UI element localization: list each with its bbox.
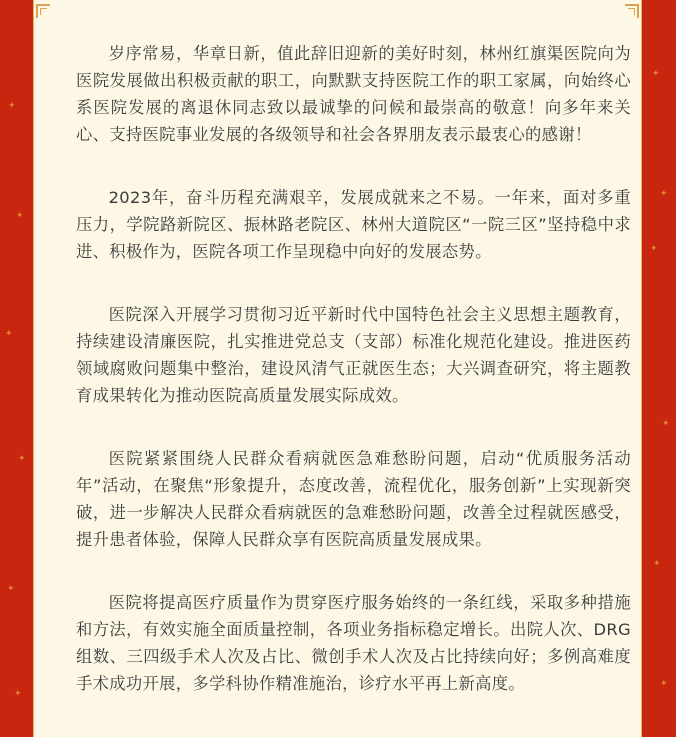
article-paper [33,0,642,737]
corner-ornament [625,4,639,18]
sparkle-decoration: ✦ [653,559,661,569]
article-paragraph: 2023年，奋斗历程充满艰辛，发展成就来之不易。一年来，面对多重压力，学院路新院区、振林路老院区、林州大道院区“一院三区”坚持稳中求进、积极作为，医院各项工作呈现稳中向好的发展态势。 [76,188,631,261]
corner-ornament [36,4,50,18]
article-paragraph: 岁序常易，华章日新，值此辞旧迎新的美好时刻，林州红旗渠医院向为医院发展做出积极贡献的职工，向默默支持医院工作的职工家属，向始终心系医院发展的离退休同志致以最诚挚的问候和最崇高的敬意！向多年来关心、支持医院事业发展的各级领导和社会各界朋友表示最衷心的感谢！ [76,44,631,144]
article-paragraph: 医院紧紧围绕人民群众看病就医急难愁盼问题，启动“优质服务活动年”活动，在聚焦“形象提升，态度改善，流程优化，服务创新”上实现新突破，进一步解决人民群众看病就医的急难愁盼问题，改善全过程就医感受，提升患者体验，保障人民群众享有医院高质量发展成果。 [76,449,631,549]
sparkle-decoration: ✦ [8,101,16,111]
sparkle-decoration: ✦ [662,419,670,429]
sparkle-decoration: ✦ [16,211,24,221]
article-paragraph: 医院将提高医疗质量作为贯穿医疗服务始终的一条红线，采取多种措施和方法，有效实施全面质量控制，各项业务指标稳定增长。出院人次、DRG组数、三四级手术人次及占比、微创手术人次及占比持续向好；多例高难度手术成功开展，多学科协作精准施治，诊疗水平再上新高度。 [76,593,631,693]
article-body [76,40,631,733]
article-paragraph: 医院深入开展学习贯彻习近平新时代中国特色社会主义思想主题教育，持续建设清廉医院，扎实推进党总支（支部）标准化规范化建设。推进医药领域腐败问题集中整治，建设风清气正就医生态；大兴调查研究，将主题教育成果转化为推动医院高质量发展实际成效。 [76,305,631,405]
sparkle-decoration: ✦ [660,679,668,689]
sparkle-decoration: ✦ [14,689,22,699]
sparkle-decoration: ✦ [660,189,668,199]
sparkle-decoration: ✦ [18,454,26,464]
sparkle-decoration: ✦ [650,244,658,254]
sparkle-decoration: ✦ [7,584,15,594]
sparkle-decoration: ✦ [652,69,660,79]
sparkle-decoration: ✦ [5,329,13,339]
